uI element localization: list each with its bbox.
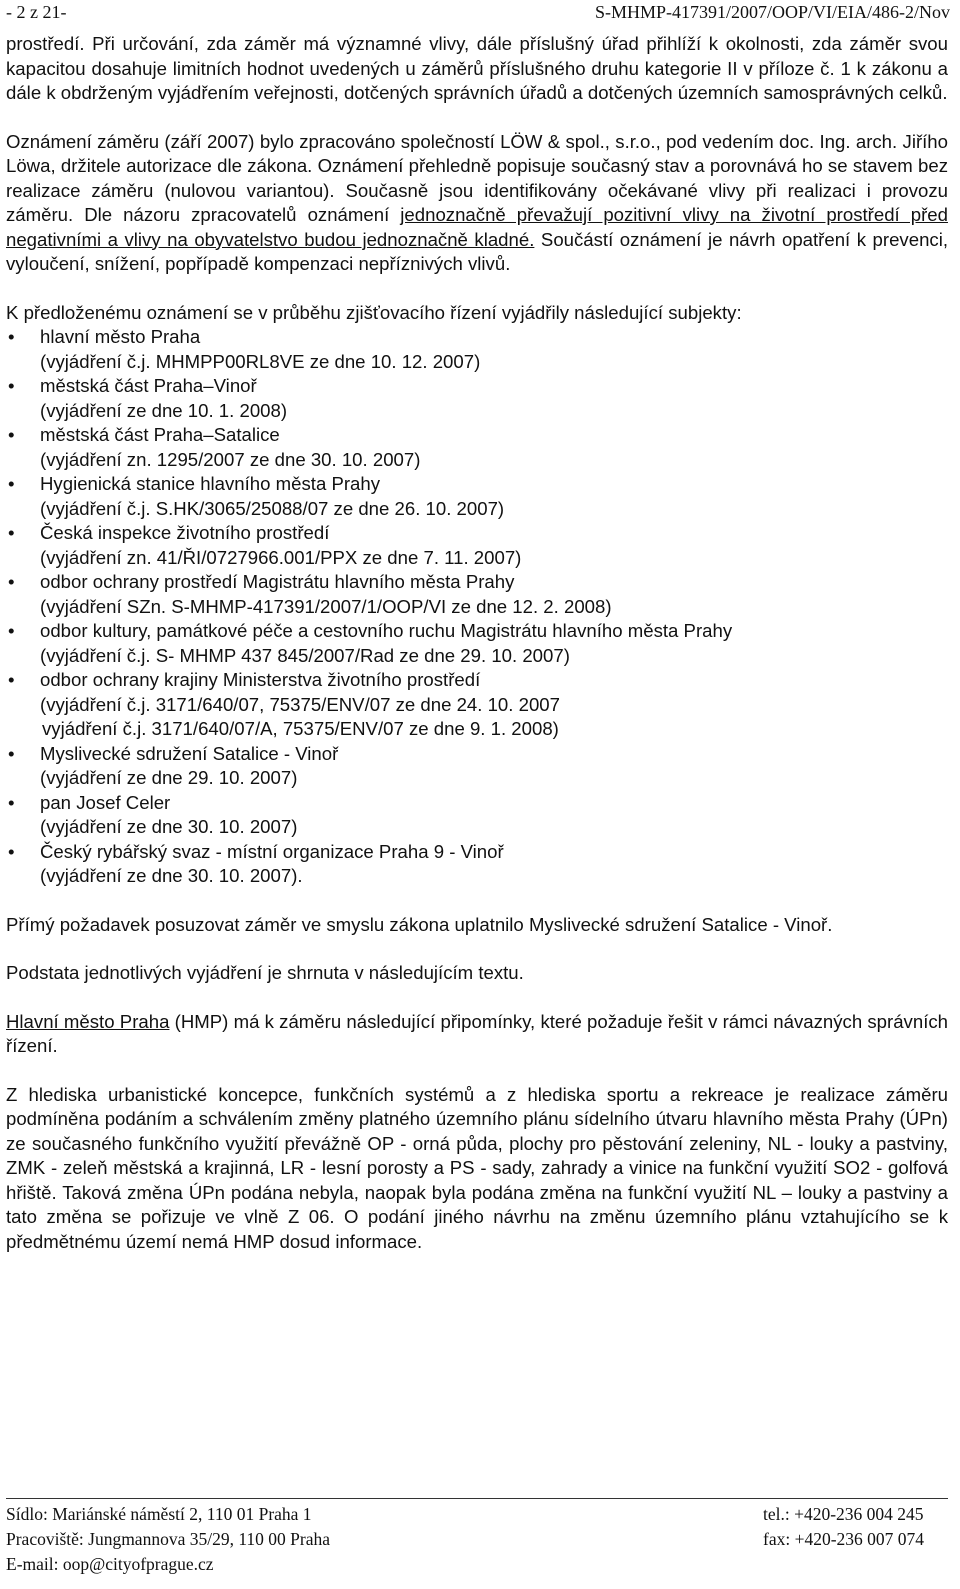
subjects-list [6,325,948,889]
subject-name: městská část Praha–Vinoř [40,375,257,396]
subject-detail: (vyjádření ze dne 30. 10. 2007). [40,865,303,886]
subjects-intro: K předloženému oznámení se v průběhu zjišťovacího řízení vyjádřily následující subjekty: [6,301,742,323]
bullet-icon: • [8,669,15,690]
subject-item [6,791,948,840]
subject-name: Český rybářský svaz - místní organizace Praha 9 - Vinoř [40,840,504,862]
subject-name: Myslivecké sdružení Satalice - Vinoř [40,742,339,764]
bullet-icon: • [8,375,15,396]
notification-underlined: jednoznačně převažují pozitivní vlivy na životní prostředí před negativními a vlivy na obyvatelstvo budou jednoznačně kladné. [6,204,948,250]
subject-detail: (vyjádření zn. 1295/2007 ze dne 30. 10. 2007) [40,448,421,470]
subject-name: odbor ochrany krajiny Ministerstva životního prostředí [40,669,481,690]
bullet-icon: • [8,473,15,494]
subject-name: odbor kultury, památkové péče a cestovního ruchu Magistrátu hlavního města Prahy [40,620,733,641]
reference-number: S-MHMP-417391/2007/OOP/VI/EIA/486-2/Nov [594,2,950,22]
subject-detail: (vyjádření ze dne 10. 1. 2008) [40,399,288,421]
bullet-icon: • [8,571,15,592]
paragraph-urban-concept: Z hlediska urbanistické koncepce, funkčních systémů a z hlediska sportu a rekreace je realizace záměru podmíněna podáním a schválením změny platného územního plánu sídelního útvaru hlavního města Prahy (ÚPn) ze současného funkčního využití převážně OP - orná půda, plochy pro pěstování zeleniny, NL - louky a pastviny, ZMK - zeleň městská a krajinná, LR - lesní porosty a PS - sady, zahrady a vinice na funkční využití SO2 - golfová hřiště. Taková změna ÚPn podána nebyla, naopak byla podána změna na funkční využití NL – louky a pastviny a tato změna se pořizuje ve vlně Z 06. O podání jiného návrhu na změnu územního plánu vztahujícího se k předmětnému území nemá HMP dosud informace. [6,1083,948,1252]
subject-detail: (vyjádření č.j. 3171/640/07, 75375/ENV/07 ze dne 24. 10. 2007 [40,693,560,715]
bullet-icon: • [8,840,15,862]
paragraph-notification [6,130,948,277]
subject-item [6,374,948,423]
subject-name: Hygienická stanice hlavního města Prahy [40,473,381,494]
subject-detail: (vyjádření SZn. S-MHMP-417391/2007/1/OOP/VI ze dne 12. 2. 2008) [40,595,612,617]
paragraph-direct-request: Přímý požadavek posuzovat záměr ve smyslu zákona uplatnilo Myslivecké sdružení Satalice - Vinoř. [6,913,833,935]
footer-left [6,1502,330,1577]
bullet-icon: • [8,522,15,543]
bullet-icon: • [8,791,15,813]
subject-name: Česká inspekce životního prostředí [40,522,330,543]
subject-name: odbor ochrany prostředí Magistrátu hlavního města Prahy [40,571,515,592]
bullet-icon: • [8,620,15,641]
notification-text-b: Součástí oznámení je návrh opatření k prevenci, vyloučení, snížení, popřípadě kompenzaci nepříznivých vlivů. [6,228,948,274]
hmp-label: Hlavní město Praha [6,1010,170,1032]
footer-tel: tel.: +420-236 004 245 [763,1504,924,1524]
document-body [6,32,948,1254]
subject-item [6,742,948,791]
hmp-text: (HMP) má k záměru následující připomínky, které požaduje řešit v rámci návazných správních řízení. [6,1010,948,1056]
subject-item [6,325,948,374]
subject-item [6,619,948,668]
subject-name: hlavní město Praha [40,326,201,347]
subject-name: pan Josef Celer [40,791,171,813]
subject-detail-second: vyjádření č.j. 3171/640/07/A, 75375/ENV/07 ze dne 9. 1. 2008) [42,718,559,739]
subject-detail: (vyjádření č.j. MHMPP00RL8VE ze dne 10. 12. 2007) [40,350,481,372]
page-number: - 2 z 21- [6,2,67,22]
subject-item [6,521,948,570]
subject-item [6,840,948,889]
page-header [6,2,950,26]
page-footer [6,1502,948,1586]
footer-email: E-mail: oop@cityofprague.cz [6,1554,214,1574]
footer-fax: fax: +420-236 007 074 [763,1529,925,1549]
subject-name: městská část Praha–Satalice [40,424,280,445]
subject-item [6,472,948,521]
subject-detail: (vyjádření ze dne 30. 10. 2007) [40,816,298,837]
subject-detail: (vyjádření č.j. S.HK/3065/25088/07 ze dne 26. 10. 2007) [40,497,505,519]
paragraph-summary-note: Podstata jednotlivých vyjádření je shrnuta v následujícím textu. [6,962,524,983]
notification-text-a: Oznámení záměru (září 2007) bylo zpracováno společností LÖW & spol., s.r.o., pod vedením doc. Ing. arch. Jiřího Löwa, držitele autorizace dle zákona. Oznámení přehledně popisuje současný stav a porovnává ho se stavem bez realizace záměru (nulovou variantou). Současně jsou identifikovány očekávané vlivy při realizaci i provozu záměru. Dle názoru zpracovatelů oznámení [6,130,948,225]
footer-workplace: Pracoviště: Jungmannova 35/29, 110 00 Praha [6,1529,331,1549]
subject-detail: (vyjádření ze dne 29. 10. 2007) [40,767,298,788]
bullet-icon: • [8,326,15,347]
subject-item [6,570,948,619]
footer-address: Sídlo: Mariánské náměstí 2, 110 01 Praha 1 [6,1504,312,1524]
paragraph-hmp [6,1010,948,1059]
footer-divider [6,1498,948,1499]
footer-right [763,1502,924,1552]
subject-detail: (vyjádření č.j. S- MHMP 437 845/2007/Rad ze dne 29. 10. 2007) [40,644,570,666]
subject-item [6,423,948,472]
bullet-icon: • [8,742,15,764]
subject-item [6,668,948,742]
subject-detail: (vyjádření zn. 41/ŘI/0727966.001/PPX ze dne 7. 11. 2007) [40,546,522,568]
paragraph-intro: prostředí. Při určování, zda záměr má významné vlivy, dále příslušný úřad přihlíží k okolnosti, zda záměr svou kapacitou dosahuje limitních hodnot uvedených u záměrů příslušného druhu kategorie II v příloze č. 1 k zákonu a dále k obdrženým vyjádřením veřejnosti, dotčených správních úřadů a dotčených územních samosprávných celků. [6,33,948,103]
bullet-icon: • [8,424,15,445]
